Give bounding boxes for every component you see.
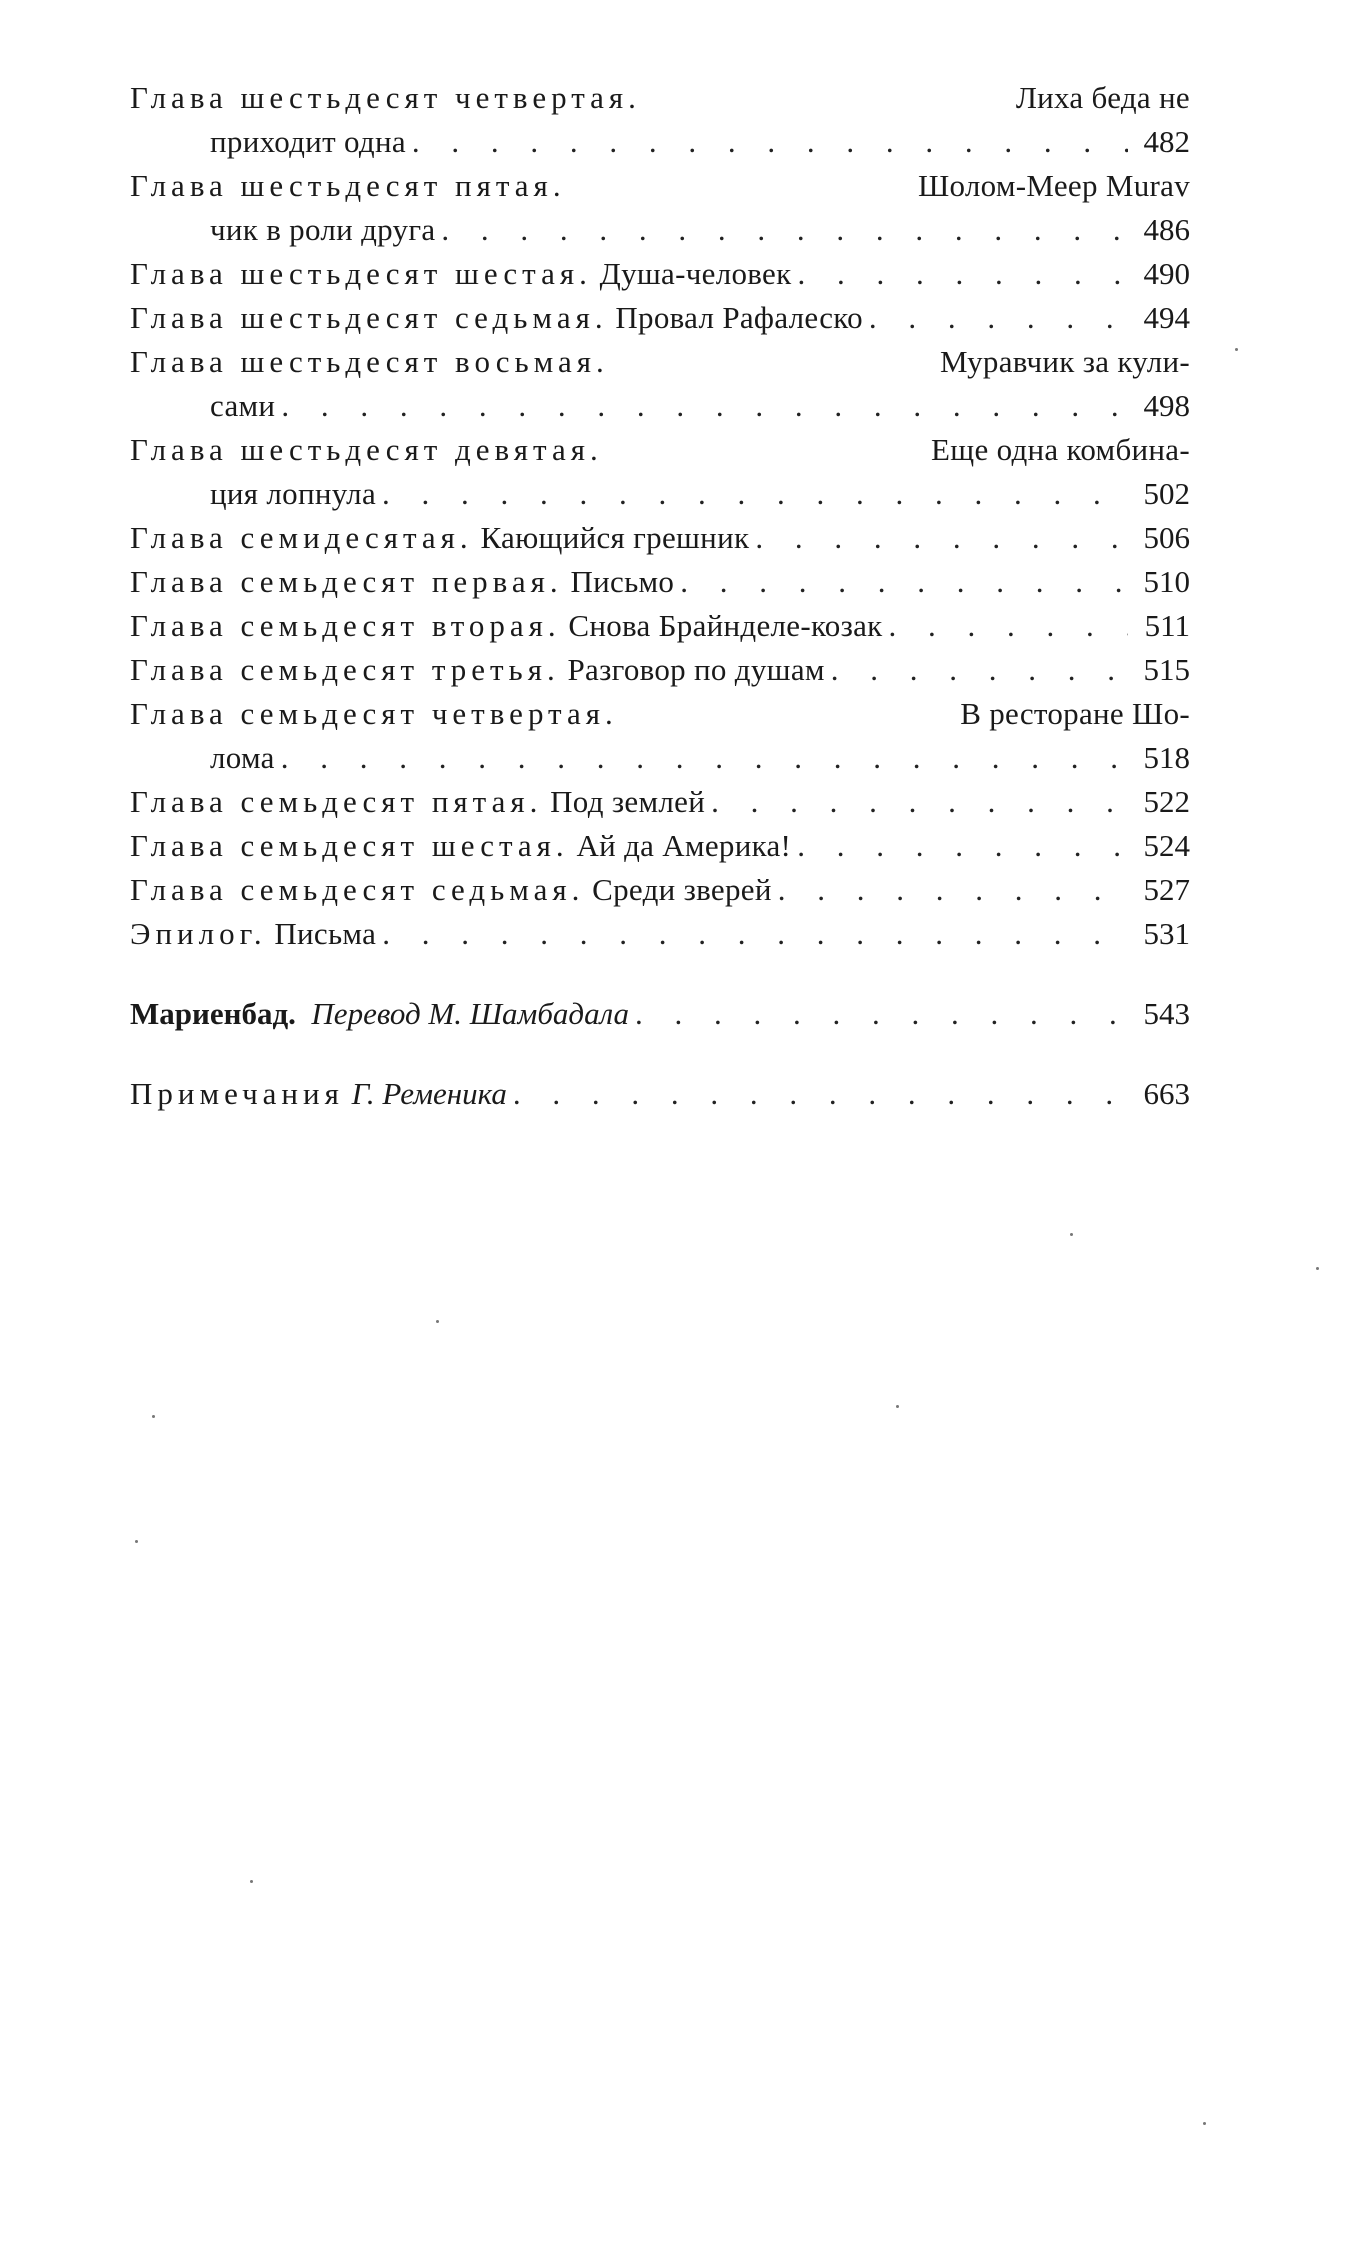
chapter-title-cont: сами: [210, 388, 276, 423]
leader-dots: [797, 252, 1128, 296]
chapter-title: Кающийся грешник: [480, 520, 750, 555]
page-number: 522: [1143, 784, 1190, 819]
page-number: 531: [1143, 916, 1190, 951]
scan-speck: [1316, 1267, 1319, 1270]
chapter-title: Еще одна комбина-: [931, 432, 1190, 467]
leader-dots: [869, 296, 1128, 340]
leader-dots: [412, 120, 1128, 164]
toc-entry: [130, 868, 1190, 912]
leader-dots: [382, 472, 1128, 516]
scan-speck: [1070, 1233, 1073, 1236]
page-number: 518: [1143, 740, 1190, 775]
page-number: 511: [1144, 608, 1190, 643]
chapter-title: Под землей: [550, 784, 706, 819]
chapter-label: Глава семьдесят четвертая.: [130, 696, 618, 731]
toc-entry: [130, 164, 1190, 252]
chapter-title-cont: ция лопнула: [210, 476, 377, 511]
chapter-title: Ай да Америка!: [576, 828, 792, 863]
toc-entry-notes: [130, 1072, 1190, 1116]
toc-entry: [130, 296, 1190, 340]
chapter-label: Глава семьдесят третья.: [130, 652, 560, 687]
chapter-title-cont: приходит одна: [210, 124, 406, 159]
chapter-label: Глава шестьдесят восьмая.: [130, 344, 609, 379]
page-number: 663: [1143, 1076, 1190, 1111]
page-number: 543: [1143, 996, 1190, 1031]
chapter-label: Глава семьдесят пятая.: [130, 784, 543, 819]
chapter-label: Глава семьдесят шестая.: [130, 828, 569, 863]
page-number: 482: [1143, 124, 1190, 159]
toc-entry: [130, 692, 1190, 780]
toc-entry: [130, 780, 1190, 824]
scan-speck: [1235, 348, 1238, 351]
leader-dots: [441, 208, 1128, 252]
toc-entry: [130, 912, 1190, 956]
chapter-label: Глава семидесятая.: [130, 520, 473, 555]
toc-entry: [130, 428, 1190, 516]
toc-entry: [130, 252, 1190, 296]
leader-dots: [382, 912, 1128, 956]
chapter-title: Шолом-Меер Murav: [917, 168, 1190, 203]
chapter-title: Разговор по душам: [567, 652, 825, 687]
toc-entry: [130, 516, 1190, 560]
leader-dots: [711, 780, 1128, 824]
toc-entry: [130, 648, 1190, 692]
chapter-title-cont: чик в роли друга: [210, 212, 436, 247]
chapter-title: Муравчик за кули-: [940, 344, 1190, 379]
chapter-title: Провал Рафалеско: [615, 300, 863, 335]
leader-dots: [797, 824, 1128, 868]
toc-entry: [130, 824, 1190, 868]
chapter-title-cont: лома: [210, 740, 275, 775]
chapter-label: Глава шестьдесят седьмая.: [130, 300, 608, 335]
leader-dots: [513, 1072, 1128, 1116]
toc-entry: [130, 560, 1190, 604]
chapter-label: Глава семьдесят первая.: [130, 564, 563, 599]
chapter-label: Глава шестьдесят четвертая.: [130, 80, 641, 115]
chapter-title: В ресторане Шо-: [960, 696, 1190, 731]
scan-speck: [896, 1405, 899, 1408]
page-number: 486: [1143, 212, 1190, 247]
leader-dots: [281, 384, 1128, 428]
scan-speck: [135, 1540, 138, 1543]
page-number: 515: [1143, 652, 1190, 687]
leader-dots: [680, 560, 1128, 604]
chapter-label: Глава шестьдесят пятая.: [130, 168, 566, 203]
notes-label: Примечания: [130, 1076, 344, 1111]
page-number: 490: [1143, 256, 1190, 291]
chapter-title: Письмо: [570, 564, 675, 599]
leader-dots: [778, 868, 1128, 912]
page-number: 524: [1143, 828, 1190, 863]
scan-speck: [1203, 2122, 1206, 2125]
page-number: 527: [1143, 872, 1190, 907]
leader-dots: [755, 516, 1128, 560]
leader-dots: [831, 648, 1128, 692]
scan-speck: [436, 1320, 439, 1323]
chapter-title: Среди зверей: [592, 872, 772, 907]
chapter-title: Лиха беда не: [1015, 80, 1190, 115]
chapter-title: Снова Брайнделе-козак: [568, 608, 883, 643]
leader-dots: [281, 736, 1128, 780]
chapter-title: Письма: [274, 916, 377, 951]
toc-entry: [130, 340, 1190, 428]
chapter-label: Глава семьдесят седьмая.: [130, 872, 585, 907]
table-of-contents: [130, 76, 1190, 1116]
page-number: 502: [1143, 476, 1190, 511]
toc-entry-marienbad: [130, 992, 1190, 1036]
notes-author: Г. Ременика: [351, 1076, 507, 1111]
leader-dots: [635, 992, 1128, 1036]
chapter-label: Глава шестьдесят шестая.: [130, 256, 592, 291]
chapter-label: Эпилог.: [130, 916, 267, 951]
work-title: Мариенбад.: [130, 996, 296, 1031]
chapter-title: Душа-человек: [599, 256, 792, 291]
chapter-label: Глава семьдесят вторая.: [130, 608, 561, 643]
page-number: 510: [1143, 564, 1190, 599]
page-number: 506: [1143, 520, 1190, 555]
page-number: 498: [1143, 388, 1190, 423]
page-number: 494: [1143, 300, 1190, 335]
scan-speck: [250, 1880, 253, 1883]
toc-entry: [130, 76, 1190, 164]
toc-entry: [130, 604, 1190, 648]
translator-credit: Перевод М. Шамбадала: [311, 996, 630, 1031]
chapter-label: Глава шестьдесят девятая.: [130, 432, 603, 467]
scan-speck: [152, 1415, 155, 1418]
leader-dots: [889, 604, 1128, 648]
